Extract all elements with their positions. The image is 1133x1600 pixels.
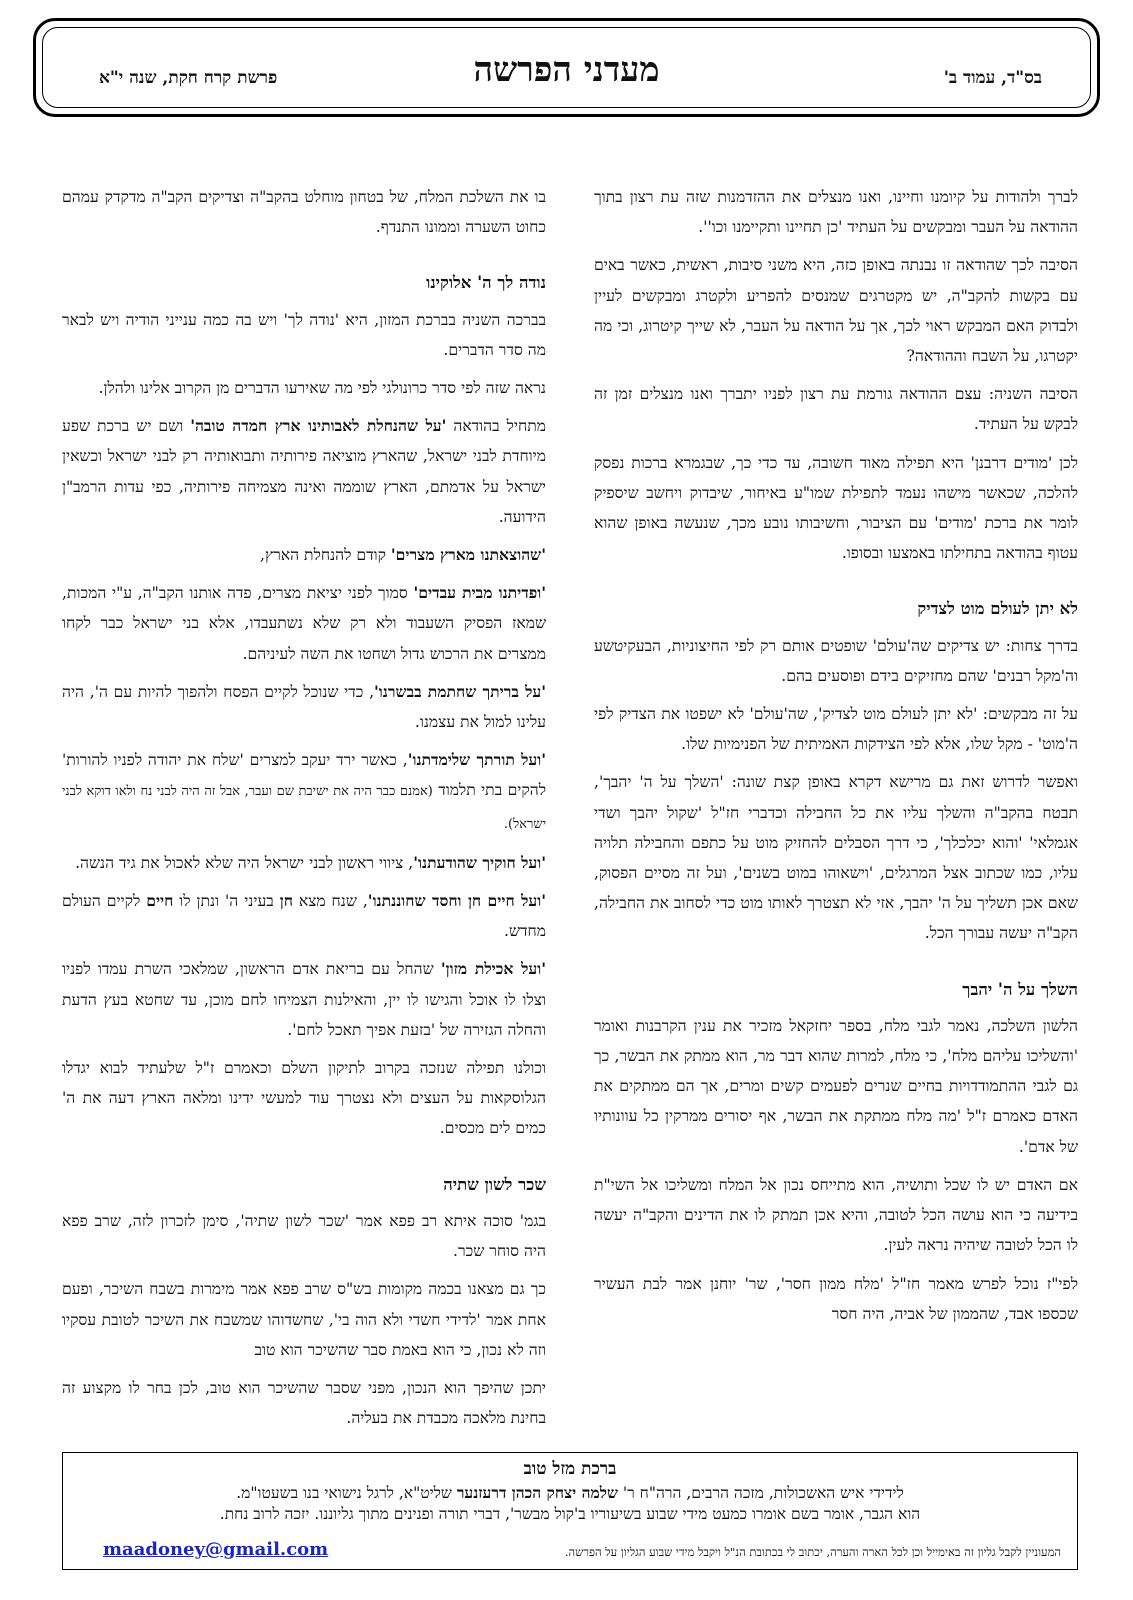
paragraph: בו את השלכת המלח, של בטחון מוחלט בהקב"ה וצדיקים הקב"ה מדקדק עמהם כחוט השערה וממונו התנדף. (62, 188, 546, 237)
email-link[interactable]: maadoney@gmail.com (103, 1539, 329, 1560)
paragraph: הסיבה השניה: עצם ההודאה גורמת עת רצון לפניו יתברך ואנו מנצלים זמן זה לבקש על העתיד. (594, 385, 1078, 434)
right-column (594, 182, 1078, 1442)
paragraph (62, 578, 546, 669)
paragraph: בברכה השניה בברכת המזון, היא 'נודה לך' ויש בה כמה ענייני הודיה ויש לבאר מה סדר הדברים. (62, 310, 546, 359)
text-run: שהחל עם בריאת אדם הראשון, שמלאכי השרת עמדו לפניו וצלו לו אוכל והגישו לו יין, והאילנות הצמיחו לחם מוכן, עד שחטא בעץ הדעת והחלה הגזירה של 'בזעת אפיך תאכל לחם'. (62, 960, 546, 1039)
bold-quote: 'ופדיתנו מבית עבדים' (413, 583, 546, 603)
text-run: לקיים העולם מחדש. (62, 892, 546, 941)
paragraph: לכן 'מודים דרבנן' היא תפילה מאוד חשובה, עד כדי כך, שבגמרא ברכות נפסק להלכה, שכאשר מישהו נעמד לתפילת שמו"ע באיחור, שיבדוק ויחשב שיספיק לומר את ברכת 'מודים' עם הציבור, וחשיבותו נובע מכך, שנעשה באופן שהוא עטוף בהודאה בתחילתו באמצעו ובסופו. (594, 453, 1078, 563)
page-title: מעדני הפרשה (473, 50, 660, 90)
footer-line: הוא הגבר, אומר בשם אומרו כמעט מידי שבוע בשיעוריו ב'קול מבשר', דברי תורה ופנינים מתוך גליוננו. יזכה לרוב נחת. (219, 1505, 921, 1523)
paragraph: הלשון השלכה, נאמר לגבי מלח, בספר יחזקאל מזכיר את ענין הקרבנות ואומר 'והשליכו עליהם מלח', כי מלח, למרות שהוא דבר מר, הוא ממתק את הבשר, כך גם לגבי ההתמודדויות בחיים שנרים לפעמים קשים ומרים, אך הם ממתקים את האדם כאמרם ז"ל 'מה מלח ממתקת את הבשר, אף יסורים ממרקין כל עוונותיו של אדם'. (594, 1016, 1078, 1156)
bold-word: חן (279, 891, 293, 911)
paragraph: על זה מבקשים: 'לא יתן לעולם מוט לצדיק', שה'עולם' לא ישפטו את הצדיק לפי ה'מוט' - מקל שלו, אלא לפי הצידקות האמיתית של הפנימיות שלו. (594, 705, 1078, 754)
bold-quote: 'על בריתך שחתמת בבשרנו' (374, 681, 546, 701)
text-run: סמוך לפני יציאת מצרים, פדה אותנו הקב"ה, ע"י המכות, שמאז הפסיק השעבוד ולא רק שלא נשתעבדו, אלא בני ישראל כבר לקחו ממצרים את הרכוש גדול ושחטו את השה לעיניהם. (62, 584, 546, 663)
text-run: קודם להנחלת הארץ, (260, 546, 391, 565)
bold-word: חיים (146, 891, 174, 911)
text-run: ושם יש ברכת שפע מיוחדת לבני ישראל, שהארץ מוציאה פירותיה ותבואותיה רק לבני ישראל וכשאין ישראל על אדמתם, הארץ שוממה ואינה מצמיחה פירותיה, כפי עדות הרמב"ן הידועה. (62, 417, 546, 526)
subscription-note: המעוניין לקבל גליון זה באימייל וכן לכל הארה והערה, יכתוב לי בכתובת הנ"ל ויקבל מידי שבוע הגליון על הפרשה. (564, 1545, 1061, 1559)
small-note: (אמנם כבר היה את ישיבת שם ועבר, אבל זה היה לבני נח ולאו דוקא לבני ישראל). (62, 784, 546, 832)
paragraph: הסיבה לכך שהודאה זו נבנתה באופן כזה, היא משני סיבות, ראשית, כאשר באים עם בקשות להקב"ה, יש מקטרגים שמנסים להפריע ולקטרג ומבקשים לעיין ולבדוק האם המבקש ראוי לכך, אך על הודאה על העבר, לא שייך קיטרוג, וכי מה יקטרגו, על השבח וההודאה? (594, 256, 1078, 366)
paragraph (62, 540, 546, 570)
mazel-tov-box (62, 1452, 1078, 1570)
bold-quote: 'על שהנחלת לאבותינו ארץ חמדה טובה' (190, 416, 447, 436)
header-inner-border (42, 27, 1091, 108)
text-run: , שנח מצא (292, 892, 368, 911)
paragraph (62, 677, 546, 737)
section-heading: שכר לשון שתיה (443, 1174, 546, 1194)
paragraph: בדרך צחות: יש צדיקים שה'עולם' שופטים אותם רק לפי החיצוניות, הבעקיטשע וה'מקל רבנים' שהם מחזיקים בידם ופוסעים בהם. (594, 636, 1078, 685)
text-run: בעיני ה' ונתן לו (173, 892, 280, 911)
paragraph: לברך ולהודות על קיומנו וחיינו, ואנו מנצלים את ההזדמנות שזה עת רצון בתוך ההודאה על העבר ומבקשים על העתיד 'כן תחיינו ותקיימנו וכו''. (594, 188, 1078, 237)
paragraph: בגמ' סוכה איתא רב פפא אמר 'שכר לשון שתיה', סימן לזכרון לזה, שרב פפא היה סוחר שכר. (62, 1211, 546, 1261)
paragraph: יתכן שהיפך הוא הנכון, מפני שסבר שהשיכר הוא טוב, לכן בחר לו מקצוע זה בחינת מלאכה מכבדת את בעליה. (62, 1378, 546, 1428)
text-run: לידידי איש האשכולות, מזכה הרבים, הרה"ח ר' (617, 1484, 904, 1502)
paragraph: נראה שזה לפי סדר כרונולגי לפי מה שאירעו הדברים מן הקרוב אלינו ולהלן. (98, 379, 546, 398)
paragraph: וכולנו תפילה שנזכה בקרוב לתיקון השלם וכאמרם ז"ל שלעתיד לבוא יגדלו הגלוסקאות על העצים ולא נצטרך עוד למעשי ידינו ומלאה הארץ דעה את ה' כמים לים מכסים. (62, 1059, 546, 1138)
header-page-label: בס"ד, עמוד ב' (943, 68, 1042, 88)
footer-title: ברכת מזל טוב (523, 1459, 617, 1479)
bold-quote: 'שהוצאתנו מארץ מצרים' (390, 545, 546, 565)
text-run: מתחיל בהודאה (446, 417, 546, 436)
paragraph (62, 886, 546, 946)
text-run: , כאשר ירד יעקב למצרים 'שלח את יהודה לפניו להורות' להקים בתי תלמוד (62, 751, 546, 800)
bold-quote: 'ועל חוקיך שהודעתנו' (413, 852, 546, 872)
text-run: , כדי שנוכל לקיים הפסח ולהפוך להיות עם ה', היה עלינו למול את עצמנו. (62, 682, 546, 732)
footer-dedication (63, 1483, 1077, 1503)
text-run: , ציווי ראשון לבני ישראל היה שלא לאכול את גיד הנשה. (75, 853, 414, 872)
paragraph (62, 954, 546, 1045)
paragraph (62, 745, 546, 840)
paragraph: אם האדם יש לו שכל ותושיה, הוא מתייחס נכון אל המלח ומשליכו אל השי"ת בידיעה כי הוא עושה הכל לטובה, והיא אכן תמתק לו את הדינים והקב"ה יעשה לו הכל לטובה שיהיה נראה לעין. (594, 1175, 1078, 1255)
text-run: שליט"א, לרגל נישואי בנו בשעטו"מ. (236, 1484, 457, 1502)
paragraph (62, 848, 546, 878)
bold-quote: 'ועל אכילת מזון' (440, 959, 546, 979)
section-heading: לא יתן לעולם מוט לצדיק (917, 599, 1078, 619)
header-frame (33, 18, 1100, 117)
honoree-name: שלמה יצחק הכהן דרעזנער (456, 1483, 618, 1502)
bold-quote: 'ועל תורתך שלימדתנו' (407, 750, 546, 770)
paragraph: כך גם מצאנו בכמה מקומות בש"ס שרב פפא אמר מימרות בשבח השיכר, ופעם אחת אמר 'לדידי חשדי ולא הוה בי', שחשדוהו שמשבח את השיכר לטובת עסקיו וזה לא נכון, כי הוא באמת סבר שהשיכר הוא טוב (62, 1280, 546, 1359)
bold-quote: 'ועל חיים חן וחסד שחוננתנו' (367, 891, 546, 911)
paragraph (62, 411, 546, 532)
paragraph: ואפשר לדרוש זאת גם מרישא דקרא באופן קצת שונה: 'השלך על ה' יהבך', תבטח בהקב"ה והשלך עליו את כל החבילה וכדברי חז"ל 'שקול יהבך ושדי אגמלאי' 'והוא יכלכלך', כי דרך הסבלים להחזיק מוט על כתפם והחבילה תלויה עליו, כמו שכתוב אצל המרגלים, 'וישאוהו במוט בשנים', ועל זה מסיים הפסוק, שאם אכן תשליך על ה' יהבך, אזי לא תצטרך לאותו מוט כדי לסחוב את החבילה, הקב"ה יעשה עבורך הכל. (594, 773, 1078, 943)
section-heading: השלך על ה' יהבך (962, 979, 1078, 999)
section-heading: נודה לך ה' אלוקינו (426, 273, 546, 293)
header-parsha-label: פרשת קרח חקת, שנה י"א (99, 68, 278, 88)
paragraph: לפי"ז נוכל לפרש מאמר חז"ל 'מלח ממון חסר', שר' יוחנן אמר לבת העשיר שכספו אבד, שהממון של אביה, היה חסר (594, 1274, 1078, 1323)
left-column (62, 182, 546, 1442)
